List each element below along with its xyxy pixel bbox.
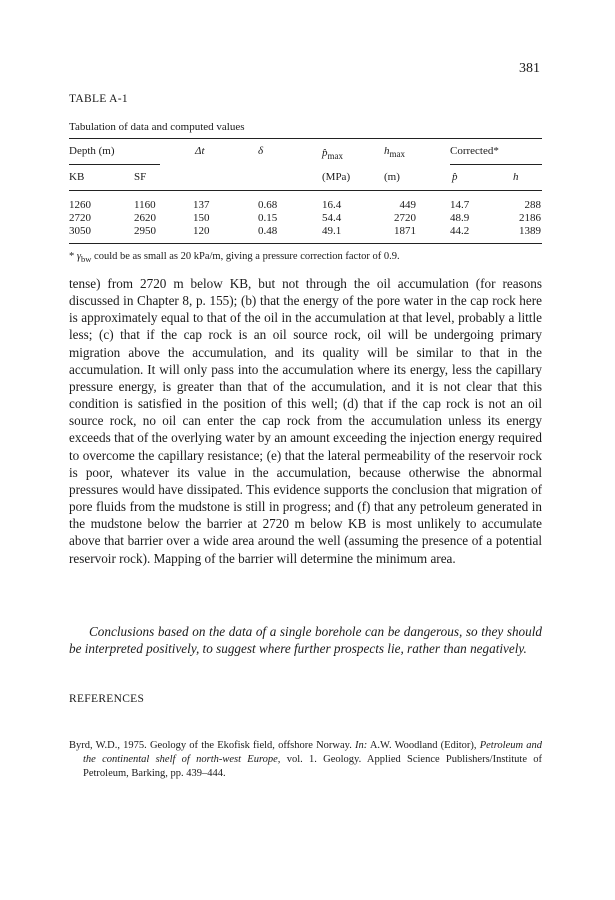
cell-pmax: 54.4 [322,212,342,224]
references-heading: REFERENCES [69,693,145,705]
header-delta: δ [258,145,264,157]
cell-sf: 2620 [134,212,156,224]
cell-delta: 0.48 [258,225,278,237]
cell-delta: 0.15 [258,212,278,224]
cell-h: 288 [524,199,541,211]
body-text [69,275,542,567]
cell-hmax: 1871 [394,225,416,237]
header-pmax: $p̂_{max}$ [322,147,343,162]
body-paragraph: tense) from 2720 m below KB, but not through the oil accumulation (for reasons discussed in Chapter 8, p. 155); (b) that the energy of the pore water in the cap rock here is approximately equal to that of the oil in the accumulation at that level, probably a little less; (c) that if the cap rock is an oil source rock, oil will be undergoing primary migration above the accumulation, and its quality will be similar to that in the accumulation. It will only pass into the accumulation where its energy, less the capillary pressure energy, is greater than that of the accumulation, and it is not clear that this condition is satisfied in the position of this well; (d) that if the cap rock is not an oil source rock, no oil can enter the cap rock from the accumulation unless its energy exceeds that of the overlying water by an amount exceeding the injection energy required to overcome the capillary resistance; (e) that the lateral permeability of the reservoir rock is poor, whatever its value in the accumulation, because otherwise the abnormal pressures would have dissipated. This evidence supports the conclusion that migration of pore fluids from the mudstone is still in progress; and (f) that any petroleum generated in the mudstone below the barrier at 2720 m below KB is most unlikely to accumulate above that barrier over a wide area around the well (assuming the presence of a potential reservoir rock). Mapping of the barrier will determine the minimum area. [69,276,542,566]
table-caption: Tabulation of data and computed values [69,121,245,133]
cell-h: 2186 [519,212,541,224]
header-dt: Δt [195,145,205,157]
cell-pmax: 16.4 [322,199,342,211]
cell-dt: 137 [193,199,210,211]
header-depth: Depth (m) [69,145,115,157]
cell-kb: 2720 [69,212,91,224]
cell-delta: 0.68 [258,199,278,211]
cell-p: 14.7 [450,199,470,211]
cell-p: 44.2 [450,225,470,237]
reference-entry: Byrd, W.D., 1975. Geology of the Ekofisk field, offshore Norway. In: A.W. Woodland (Editor), Petroleum and the continental shelf of north-west Europe, vol. 1. Geology. Applied Science Publishers/Institute of Petroleum, Barking, pp. 439–444. [69,740,542,780]
cell-hmax: 2720 [394,212,416,224]
cell-p: 48.9 [450,212,470,224]
cell-dt: 150 [193,212,210,224]
table-footnote: * $\gamma_{bw}$ could be as small as 20 kPa/m, giving a pressure correction factor of 0.9. [69,251,400,265]
header-sf: SF [134,171,147,183]
conclusion-paragraph: Conclusions based on the data of a single borehole can be dangerous, so they should be interpreted positively, to suggest where further prospects lie, rather than negatively. [69,624,542,657]
cell-sf: 2950 [134,225,156,237]
cell-kb: 1260 [69,199,91,211]
header-mpa: (MPa) [322,171,351,183]
header-p: p̂ [452,171,458,183]
corrected-underline [450,164,542,165]
header-kb: KB [69,171,85,183]
header-hmax: $h_{max}$ [384,145,405,160]
header-h: h [513,171,519,183]
cell-dt: 120 [193,225,210,237]
header-bottom-rule [69,190,542,191]
depth-underline [69,164,160,165]
header-corrected: Corrected* [450,145,499,157]
cell-hmax: 449 [399,199,416,211]
header-m: (m) [384,171,400,183]
cell-sf: 1160 [134,199,156,211]
page-number: 381 [519,61,540,76]
table-top-rule [69,138,542,139]
cell-pmax: 49.1 [322,225,342,237]
cell-h: 1389 [519,225,541,237]
table-label: TABLE A-1 [69,93,128,105]
cell-kb: 3050 [69,225,91,237]
table-bottom-rule [69,243,542,244]
